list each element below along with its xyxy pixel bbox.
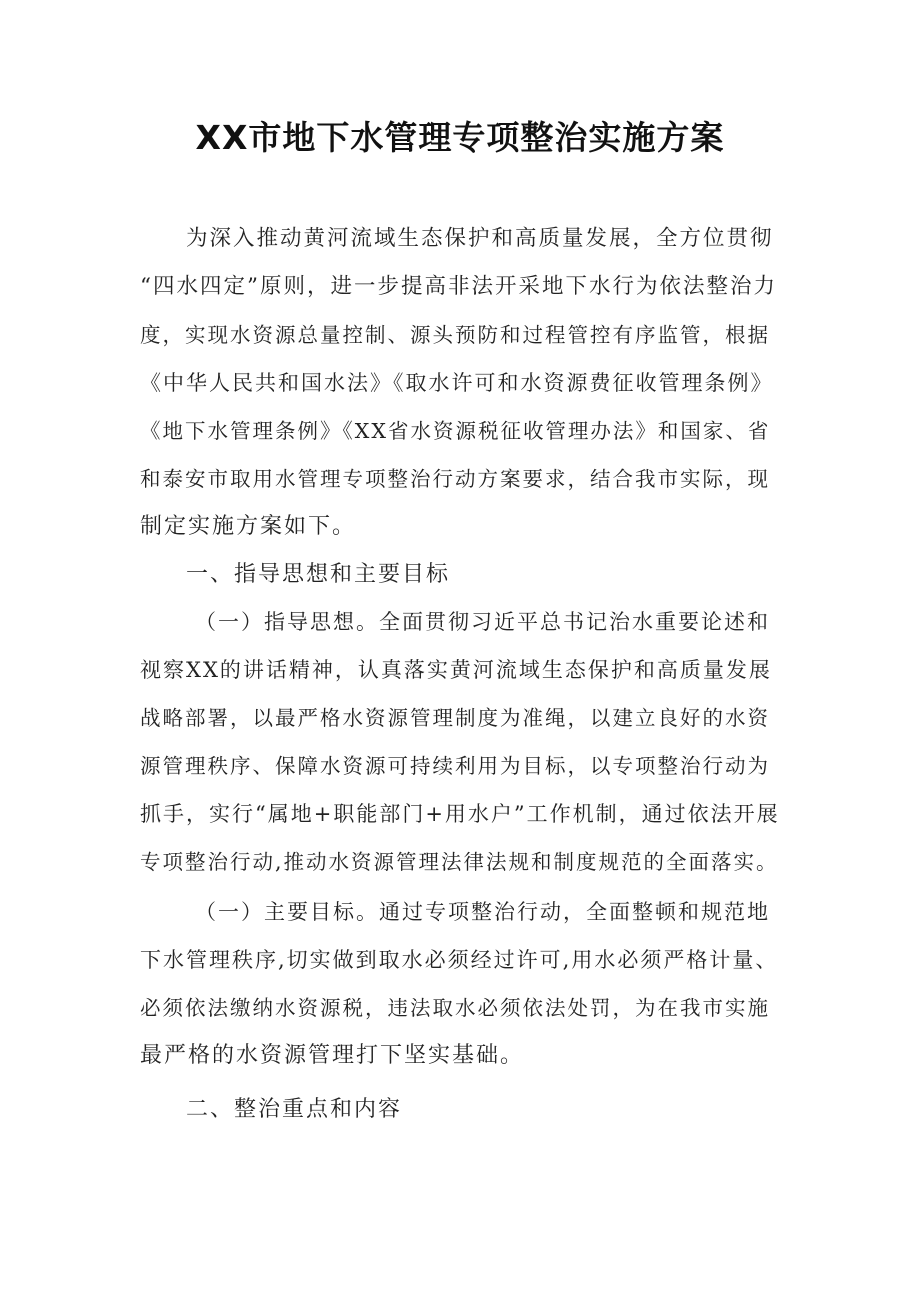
paragraph-guiding-line-2: 视察XX的讲话精神，认真落实黄河流域生态保护和高质量发展 bbox=[140, 658, 772, 682]
paragraph-goals-line-3: 必须依法缴纳水资源税，违法取水必须依法处罚，为在我市实施 bbox=[140, 996, 770, 1020]
paragraph-guiding-line-1: （一）指导思想。全面贯彻习近平总书记治水重要论述和 bbox=[195, 610, 770, 634]
paragraph-intro-line-6: 和泰安市取用水管理专项整治行动方案要求，结合我市实际，现 bbox=[140, 467, 770, 491]
paragraph-intro-line-4: 《中华人民共和国水法》《取水许可和水资源费征收管理条例》 bbox=[140, 371, 774, 395]
paragraph-intro-line-5: 《地下水管理条例》《XX省水资源税征收管理办法》和国家、省 bbox=[140, 419, 771, 443]
paragraph-guiding-line-3: 战略部署，以最严格水资源管理制度为准绳，以建立良好的水资 bbox=[140, 706, 770, 730]
paragraph-intro-line-1: 为深入推动黄河流域生态保护和高质量发展，全方位贯彻 bbox=[186, 226, 774, 251]
section-heading-2: 二、整治重点和内容 bbox=[186, 1097, 403, 1122]
paragraph-intro-line-2: “四水四定”原则，进一步提高非法开采地下水行为依法整治力 bbox=[140, 274, 777, 299]
paragraph-intro-line-3: 度，实现水资源总量控制、源头预防和过程管控有序监管，根据 bbox=[140, 323, 770, 347]
paragraph-intro-line-7: 制定实施方案如下。 bbox=[140, 514, 357, 539]
paragraph-goals-line-1: （一）主要目标。通过专项整治行动，全面整顿和规范地 bbox=[195, 900, 770, 924]
paragraph-guiding-line-5: 抓手，实行“属地+职能部门+用水户”工作机制，通过依法开展 bbox=[140, 802, 780, 826]
paragraph-goals-line-4: 最严格的水资源管理打下坚实基础。 bbox=[140, 1043, 525, 1068]
section-heading-1: 一、指导思想和主要目标 bbox=[186, 562, 451, 587]
document-title: XX市地下水管理专项整治实施方案 bbox=[195, 118, 725, 157]
paragraph-guiding-line-4: 源管理秩序、保障水资源可持续利用为目标，以专项整治行动为 bbox=[140, 754, 770, 778]
paragraph-goals-line-2: 下水管理秩序,切实做到取水必须经过许可,用水必须严格计量、 bbox=[140, 948, 779, 972]
paragraph-guiding-line-6: 专项整治行动,推动水资源管理法律法规和制度规范的全面落实。 bbox=[140, 850, 779, 874]
